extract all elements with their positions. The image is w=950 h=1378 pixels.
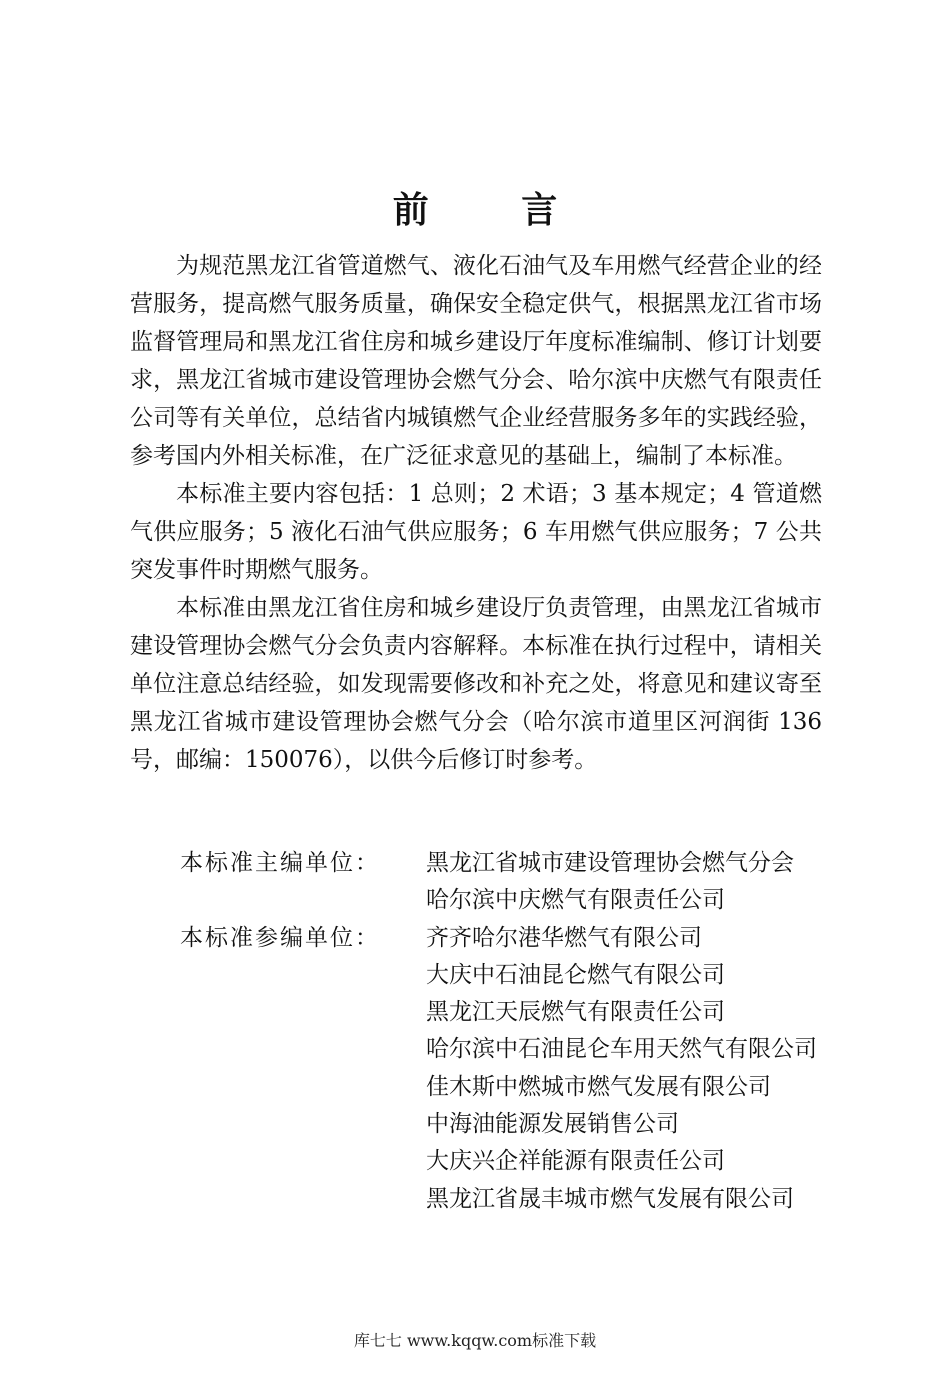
list-item: 大庆兴企祥能源有限责任公司: [426, 1148, 725, 1175]
list-item: 中海油能源发展销售公司: [426, 1111, 679, 1138]
list-item: 哈尔滨中石油昆仑车用天然气有限公司: [426, 1036, 817, 1063]
list-item: 黑龙江省晟丰城市燃气发展有限公司: [426, 1185, 794, 1212]
drafting-units: [180, 845, 880, 1218]
paragraph-contents: 本标准主要内容包括：1 总则；2 术语；3 基本规定；4 管道燃气供应服务；5 液化石油气供应服务；6 车用燃气供应服务；7 公共突发事件时期燃气服务。: [130, 481, 822, 583]
participating-units-list: [426, 920, 880, 1218]
participating-units-label: 本标准参编单位：: [180, 924, 380, 951]
paragraph-purpose: 为规范黑龙江省管道燃气、液化石油气及车用燃气经营企业的经营服务，提高燃气服务质量，确保安全稳定供气，根据黑龙江省市场监督管理局和黑龙江省住房和城乡建设厅年度标准编制、修订计划要求，黑龙江省城市建设管理协会燃气分会、哈尔滨中庆燃气有限责任公司等有关单位，总结省内城镇燃气企业经营服务多年的实践经验，参考国内外相关标准，在广泛征求意见的基础上，编制了本标准。: [130, 253, 822, 469]
list-item: 哈尔滨中庆燃气有限责任公司: [426, 887, 725, 914]
footer-watermark: 库七七 www.kqqw.com标准下载: [353, 1331, 597, 1350]
participating-units-group: [180, 920, 880, 1218]
chief-units-label: 本标准主编单位：: [180, 850, 380, 876]
paragraph-management: 本标准由黑龙江省住房和城乡建设厅负责管理，由黑龙江省城市建设管理协会燃气分会负责内容解释。本标准在执行过程中，请相关单位注意总结经验，如发现需要修改和补充之处，将意见和建议寄至黑龙江省城市建设管理协会燃气分会（哈尔滨市道里区河润街 136 号，邮编：150076），以供今后修订时参考。: [130, 595, 822, 773]
list-item: 大庆中石油昆仑燃气有限公司: [426, 961, 725, 988]
list-item: 黑龙江天辰燃气有限责任公司: [426, 999, 725, 1026]
chief-units-list: [426, 845, 880, 920]
list-item: 齐齐哈尔港华燃气有限公司: [426, 924, 702, 951]
page-title: 前 言: [392, 189, 598, 231]
list-item: 佳木斯中燃城市燃气发展有限公司: [426, 1073, 771, 1100]
list-item: 黑龙江省城市建设管理协会燃气分会: [426, 850, 794, 876]
chief-units-group: [180, 845, 880, 920]
preface-body: [130, 247, 822, 779]
